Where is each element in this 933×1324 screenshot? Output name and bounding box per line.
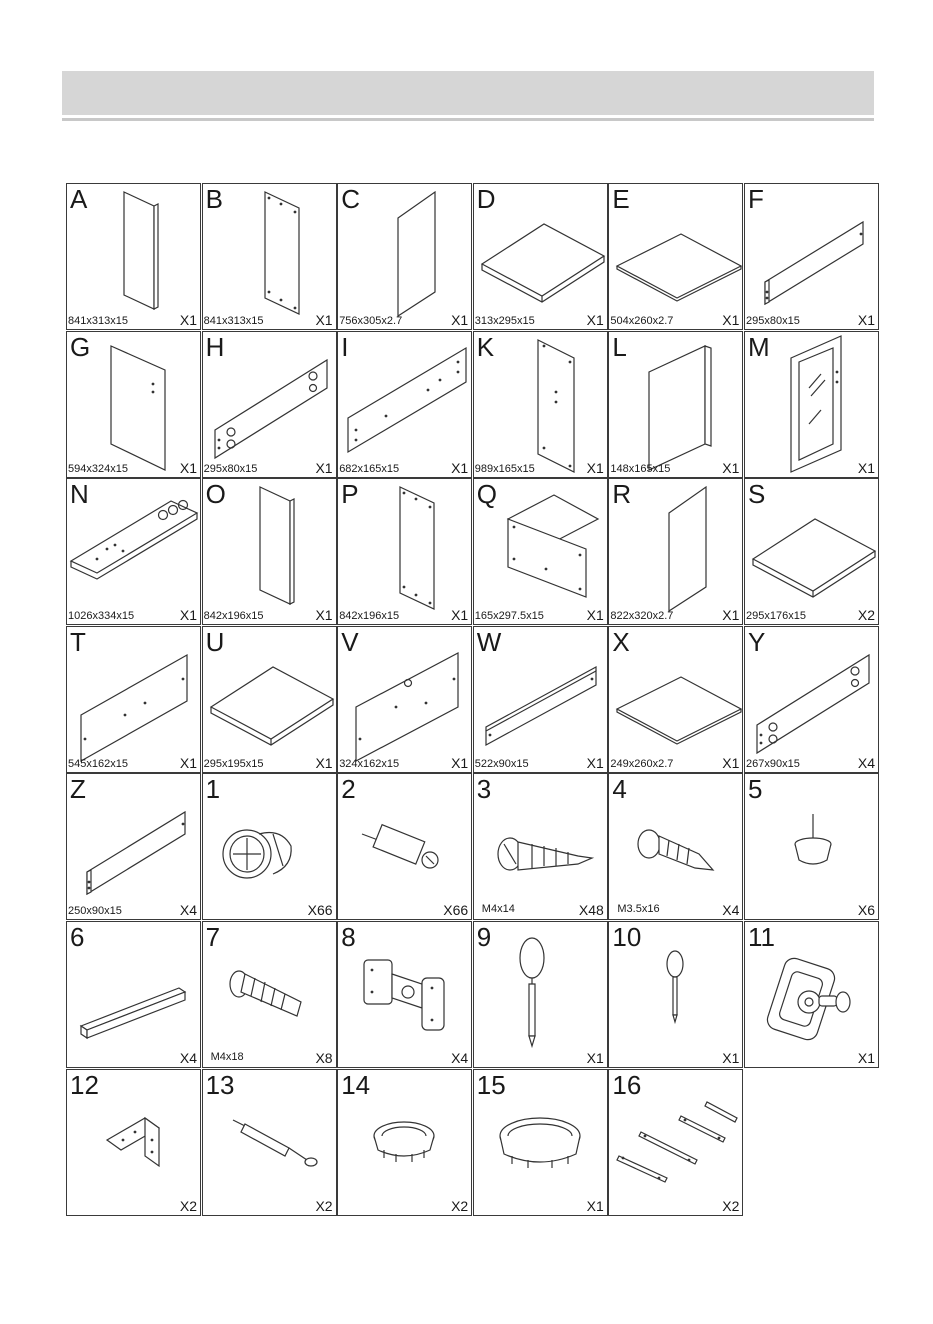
part-quantity: X1 (586, 459, 604, 476)
part-cell-n (66, 478, 201, 625)
part-id: I (341, 331, 349, 362)
part-quantity: X2 (315, 1197, 333, 1214)
part-quantity: X1 (315, 754, 333, 771)
part-quantity: X1 (586, 312, 604, 328)
part-id: 9 (476, 922, 492, 952)
part-id: 16 (612, 1069, 642, 1100)
part-cell-10 (608, 921, 743, 1068)
part-cell-11 (744, 921, 879, 1068)
part-quantity: X4 (857, 754, 875, 771)
part-dimensions: 594x324x15 (68, 462, 128, 475)
long-drilled-rail-icon (338, 332, 473, 479)
part-quantity: X1 (586, 1050, 604, 1066)
part-quantity: X1 (722, 754, 740, 771)
part-id: 8 (341, 922, 356, 952)
part-id: T (70, 626, 86, 657)
part-quantity: X8 (315, 1050, 333, 1066)
part-dimensions: 522x90x15 (474, 757, 529, 770)
part-id: R (612, 479, 632, 510)
part-quantity: X1 (722, 312, 740, 328)
header-rule (62, 118, 874, 121)
part-cell-p (337, 478, 472, 625)
part-dimensions: M3.5x16 (617, 903, 660, 916)
part-cell-12 (66, 1069, 201, 1216)
part-quantity: X1 (722, 607, 740, 624)
part-cell-r (608, 478, 743, 625)
part-id: H (205, 331, 225, 362)
part-dimensions: 842x196x15 (339, 610, 400, 623)
part-id: 15 (476, 1069, 506, 1100)
part-id: P (341, 479, 359, 510)
part-id: Z (70, 774, 86, 805)
part-cell-c (337, 183, 472, 330)
part-id: 3 (476, 774, 492, 805)
part-id: 12 (70, 1069, 99, 1100)
part-id: 13 (205, 1069, 235, 1100)
part-quantity: X1 (722, 459, 740, 476)
part-quantity: X4 (722, 902, 740, 919)
header-bar (62, 71, 874, 115)
part-dimensions: 148x165x15 (610, 462, 671, 475)
part-quantity: X4 (179, 1050, 197, 1066)
part-id: G (70, 331, 91, 362)
bolt-icon (203, 922, 338, 1069)
part-cell-8 (337, 921, 472, 1068)
part-id: 5 (748, 774, 763, 805)
long-rail-icon (67, 627, 202, 774)
part-quantity: X6 (857, 902, 875, 919)
part-id: 6 (70, 922, 85, 952)
part-quantity: X1 (179, 459, 197, 476)
part-cell-3 (473, 773, 608, 920)
part-quantity: X2 (179, 1197, 197, 1214)
part-dimensions: 756x305x2.7 (339, 315, 403, 327)
part-quantity: X1 (315, 607, 333, 624)
screwdriver-icon (474, 922, 609, 1069)
part-dimensions: 842x196x15 (203, 610, 264, 623)
part-dimensions: 267x90x15 (746, 757, 800, 770)
part-cell-a (66, 183, 201, 330)
round-screw-icon (609, 774, 744, 921)
part-dimensions: 682x165x15 (339, 462, 400, 475)
part-cell-y (744, 626, 879, 773)
part-id: C (341, 184, 360, 214)
part-dimensions: 295x80x15 (746, 315, 800, 327)
part-cell-i (337, 331, 472, 478)
part-id: S (748, 479, 766, 510)
part-dimensions: 841x313x15 (203, 315, 264, 327)
rail-icon (67, 774, 202, 921)
part-dimensions: 822x320x2.7 (610, 610, 674, 623)
part-id: 14 (341, 1069, 371, 1100)
part-cell-m (744, 331, 879, 478)
part-cell-d (473, 183, 608, 330)
hinge-icon (338, 922, 473, 1069)
rail-icon (745, 184, 880, 331)
part-quantity: X1 (857, 459, 875, 476)
part-quantity: X1 (586, 1197, 604, 1214)
part-quantity: X1 (315, 312, 333, 328)
part-id: B (205, 184, 223, 214)
part-dimensions: 165x297.5x15 (474, 610, 544, 623)
part-cell-t (66, 626, 201, 773)
part-quantity: X1 (179, 607, 197, 624)
part-quantity: X1 (857, 312, 875, 328)
part-id: 2 (341, 774, 356, 805)
part-cell-f (744, 183, 879, 330)
part-dimensions: 324x162x15 (339, 757, 400, 770)
part-id: W (476, 626, 502, 657)
part-quantity: X4 (179, 902, 197, 919)
part-id: F (748, 184, 764, 214)
part-cell-g (66, 331, 201, 478)
part-dimensions: 295x80x15 (203, 462, 258, 475)
part-cell-w (473, 626, 608, 773)
plinth-strip-icon (67, 922, 202, 1069)
part-id: L (612, 331, 627, 362)
part-cell-k (473, 331, 608, 478)
part-id: 4 (612, 774, 627, 805)
part-dimensions: M4x18 (210, 1051, 244, 1063)
part-cell-h (202, 331, 337, 478)
part-quantity: X66 (443, 902, 469, 919)
part-dimensions: 295x195x15 (203, 757, 264, 770)
part-cell-v (337, 626, 472, 773)
part-dimensions: 250x90x15 (68, 905, 122, 918)
part-cell-9 (473, 921, 608, 1068)
part-dimensions: 504x260x2.7 (610, 315, 674, 327)
part-cell-o (202, 478, 337, 625)
part-cell-1 (202, 773, 337, 920)
small-block-icon (609, 332, 744, 479)
part-id: Y (748, 626, 766, 657)
part-quantity: X1 (315, 459, 333, 476)
part-id: 11 (748, 922, 775, 952)
part-cell-6 (66, 921, 201, 1068)
part-quantity: X2 (722, 1197, 740, 1214)
furniture-foot-icon (745, 774, 880, 921)
part-quantity: X1 (586, 754, 604, 771)
part-dimensions: 989x165x15 (474, 462, 535, 475)
part-id: U (205, 626, 225, 657)
part-quantity: X1 (451, 312, 469, 328)
part-cell-b (202, 183, 337, 330)
part-cell-2 (337, 773, 472, 920)
part-id: X (612, 626, 630, 657)
part-dimensions: 841x313x15 (68, 315, 128, 327)
part-dimensions: M4x14 (481, 903, 515, 916)
part-quantity: X2 (857, 607, 875, 624)
part-id: O (205, 479, 226, 510)
part-quantity: X1 (179, 754, 197, 771)
part-cell-x (608, 626, 743, 773)
part-dimensions: 545x162x15 (68, 757, 128, 770)
part-cell-14 (337, 1069, 472, 1216)
part-cell-u (202, 626, 337, 773)
part-id: 7 (205, 922, 221, 952)
part-quantity: X1 (451, 607, 469, 624)
part-id: M (748, 331, 770, 362)
part-id: K (476, 331, 495, 362)
part-cell-q (473, 478, 608, 625)
part-cell-z (66, 773, 201, 920)
part-quantity: X1 (451, 754, 469, 771)
part-quantity: X1 (586, 607, 604, 624)
part-id: 10 (612, 922, 642, 952)
part-quantity: X1 (857, 1050, 875, 1066)
part-quantity: X4 (451, 1050, 469, 1066)
part-dimensions: 313x295x15 (474, 315, 535, 327)
part-cell-e (608, 183, 743, 330)
part-quantity: X66 (307, 902, 333, 919)
part-id: Q (476, 479, 498, 510)
part-id: N (70, 479, 89, 510)
part-cell-15 (473, 1069, 608, 1216)
part-cell-l (608, 331, 743, 478)
part-id: 1 (205, 774, 221, 805)
part-dimensions: 249x260x2.7 (610, 757, 674, 770)
part-quantity: X1 (722, 1050, 740, 1066)
part-dimensions: 1026x334x15 (68, 610, 135, 623)
part-id: E (612, 184, 630, 214)
cam-lock-icon (203, 774, 338, 921)
part-cell-16 (608, 1069, 743, 1216)
part-quantity: X1 (451, 459, 469, 476)
part-id: A (70, 184, 88, 214)
part-cell-4 (608, 773, 743, 920)
part-cell-13 (202, 1069, 337, 1216)
part-cell-7 (202, 921, 337, 1068)
part-id: D (476, 184, 496, 214)
flat-screw-icon (474, 774, 609, 921)
part-cell-5 (744, 773, 879, 920)
part-quantity: X1 (179, 312, 197, 328)
part-quantity: X48 (578, 902, 604, 919)
cam-bolt-icon (338, 774, 473, 921)
part-id: V (341, 626, 359, 657)
part-cell-s (744, 478, 879, 625)
part-dimensions: 295x176x15 (746, 610, 806, 623)
part-quantity: X2 (451, 1197, 469, 1214)
